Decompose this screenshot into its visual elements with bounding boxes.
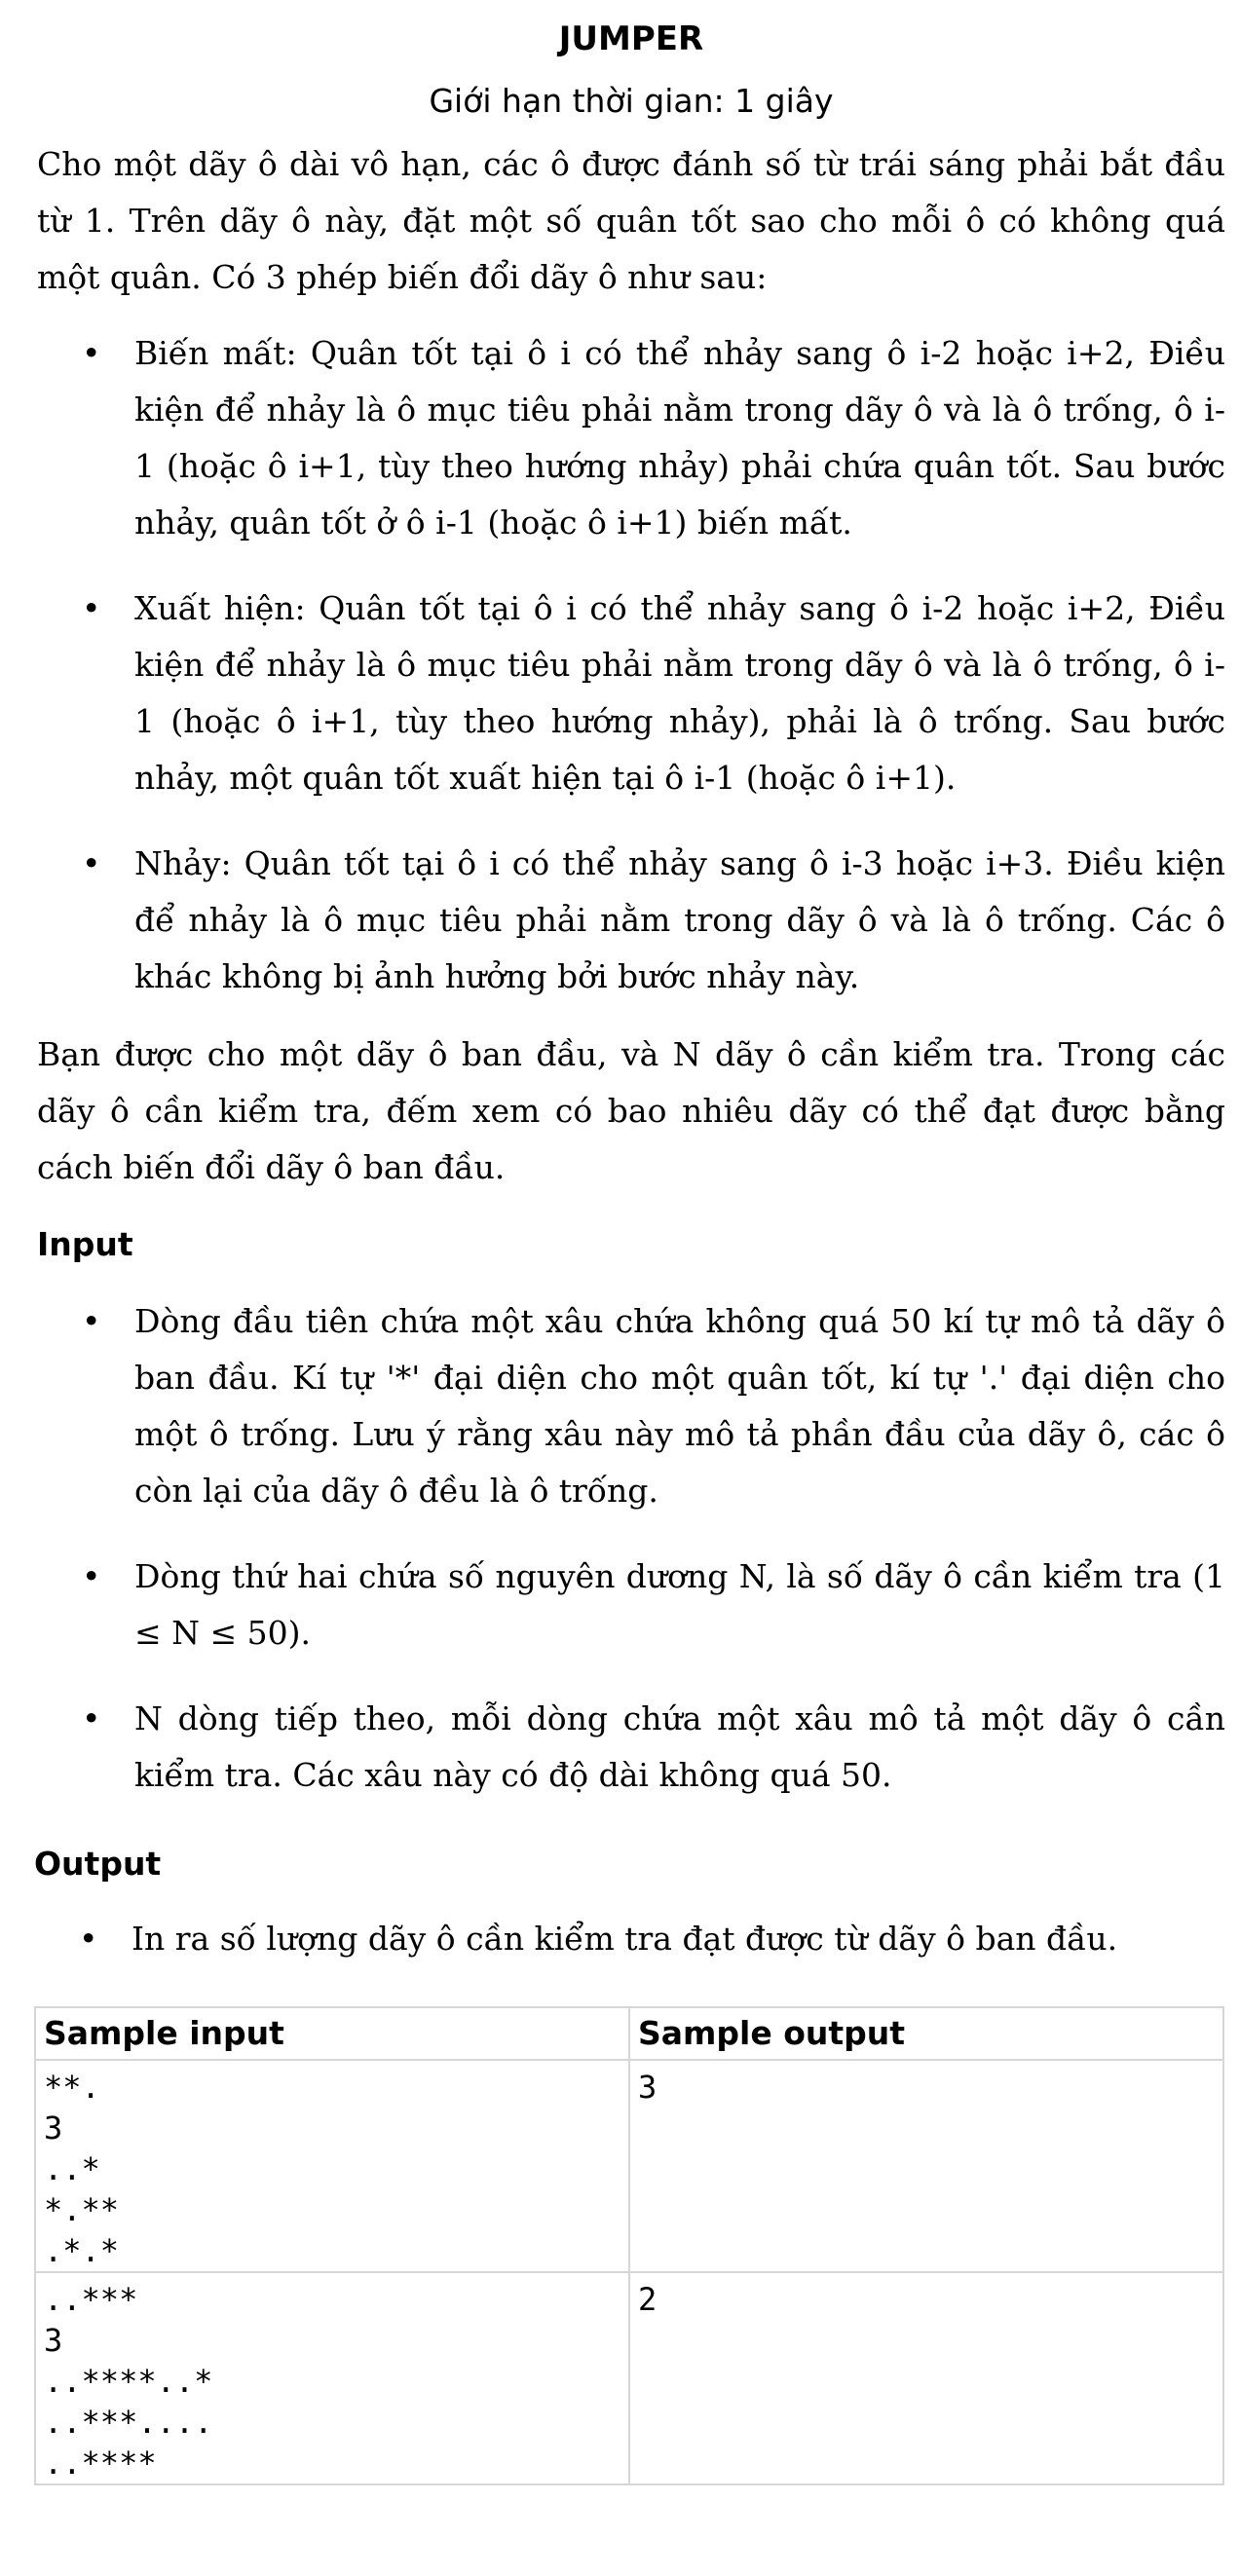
sample-output-cell — [629, 2272, 1223, 2484]
sample-input-line: 3 — [44, 2109, 63, 2147]
operation-item — [37, 325, 1225, 551]
sample-output-cell — [629, 2060, 1223, 2272]
operation-text: Xuất hiện: Quân tốt tại ô i có thể nhảy sang ô i-2 hoặc i+2, Điều kiện để nhảy là ô mục tiêu phải nằm trong dãy ô và là ô trống, ô i-1 (hoặc ô i+1, tùy theo hướng nhảy), phải là ô trống. Sau bước nhảy, một quân tốt xuất hiện tại ô i-1 (hoặc ô i+1). — [134, 589, 1225, 797]
operations-list — [37, 325, 1225, 1005]
bullet-icon: • — [82, 1699, 101, 1737]
input-heading: Input — [37, 1225, 133, 1263]
sample-row — [35, 2272, 1223, 2484]
time-limit: Giới hạn thời gian: 1 giây — [429, 82, 834, 120]
output-list — [34, 1911, 1225, 1967]
sample-output-line: 3 — [638, 2069, 658, 2106]
problem-page — [34, 0, 1225, 2485]
input-list — [37, 1293, 1225, 1804]
bullet-icon: • — [82, 1557, 101, 1595]
sample-input-line: ..***.... — [44, 2404, 213, 2441]
sample-input-cell — [35, 2272, 629, 2484]
operation-item — [37, 836, 1225, 1005]
sample-output-line: 2 — [638, 2281, 658, 2318]
samples-table — [34, 2006, 1224, 2485]
sample-input-cell — [35, 2060, 629, 2272]
input-item-text: Dòng đầu tiên chứa một xâu chứa không quá 50 kí tự mô tả dãy ô ban đầu. Kí tự '*' đại diện cho một quân tốt, kí tự '.' đại diện cho một ô trống. Lưu ý rằng xâu này mô tả phần đầu của dãy ô, các ô còn lại của dãy ô đều là ô trống. — [134, 1302, 1225, 1510]
input-item — [37, 1549, 1225, 1661]
sample-output-header: Sample output — [629, 2007, 1223, 2060]
sample-input-line: ..* — [44, 2150, 100, 2187]
sample-input-header: Sample input — [35, 2007, 629, 2060]
sample-input-line: 3 — [44, 2322, 63, 2359]
sample-input-line: **. — [44, 2069, 100, 2106]
problem-task: Bạn được cho một dãy ô ban đầu, và N dãy ô cần kiểm tra. Trong các dãy ô cần kiểm tra, đếm xem có bao nhiêu dãy có thể đạt được bằng cách biến đổi dãy ô ban đầu. — [37, 1035, 1225, 1186]
output-heading: Output — [34, 1845, 162, 1883]
operation-item — [37, 580, 1225, 806]
bullet-icon: • — [82, 844, 101, 882]
input-item — [37, 1691, 1225, 1804]
sample-input-line: ..*** — [44, 2281, 138, 2318]
bullet-icon: • — [82, 334, 101, 372]
samples-header-row — [35, 2007, 1223, 2060]
sample-input-line: ..****..* — [44, 2363, 213, 2400]
input-item — [37, 1293, 1225, 1519]
bullet-icon: • — [82, 1302, 101, 1340]
sample-input-line: ..**** — [44, 2445, 157, 2482]
sample-row — [35, 2060, 1223, 2272]
problem-title: JUMPER — [558, 19, 704, 58]
output-item-text: In ra số lượng dãy ô cần kiểm tra đạt được từ dãy ô ban đầu. — [132, 1920, 1118, 1958]
sample-input-line: *.** — [44, 2191, 120, 2228]
operation-text: Nhảy: Quân tốt tại ô i có thể nhảy sang ô i-3 hoặc i+3. Điều kiện để nhảy là ô mục tiêu phải nằm trong dãy ô và là ô trống. Các ô khác không bị ảnh hưởng bởi bước nhảy này. — [134, 844, 1225, 995]
operation-text: Biến mất: Quân tốt tại ô i có thể nhảy sang ô i-2 hoặc i+2, Điều kiện để nhảy là ô mục tiêu phải nằm trong dãy ô và là ô trống, ô i-1 (hoặc ô i+1, tùy theo hướng nhảy) phải chứa quân tốt. Sau bước nhảy, quân tốt ở ô i-1 (hoặc ô i+1) biến mất. — [134, 334, 1225, 541]
output-item — [34, 1911, 1225, 1967]
input-item-text: N dòng tiếp theo, mỗi dòng chứa một xâu mô tả một dãy ô cần kiểm tra. Các xâu này có độ dài không quá 50. — [134, 1699, 1225, 1794]
input-item-text: Dòng thứ hai chứa số nguyên dương N, là số dãy ô cần kiểm tra (1 ≤ N ≤ 50). — [134, 1557, 1225, 1652]
sample-input-line: .*.* — [44, 2232, 120, 2269]
bullet-icon: • — [82, 589, 101, 627]
problem-intro: Cho một dãy ô dài vô hạn, các ô được đánh số từ trái sáng phải bắt đầu từ 1. Trên dãy ô này, đặt một số quân tốt sao cho mỗi ô có không quá một quân. Có 3 phép biến đổi dãy ô như sau: — [37, 145, 1225, 296]
bullet-icon: • — [79, 1920, 98, 1958]
